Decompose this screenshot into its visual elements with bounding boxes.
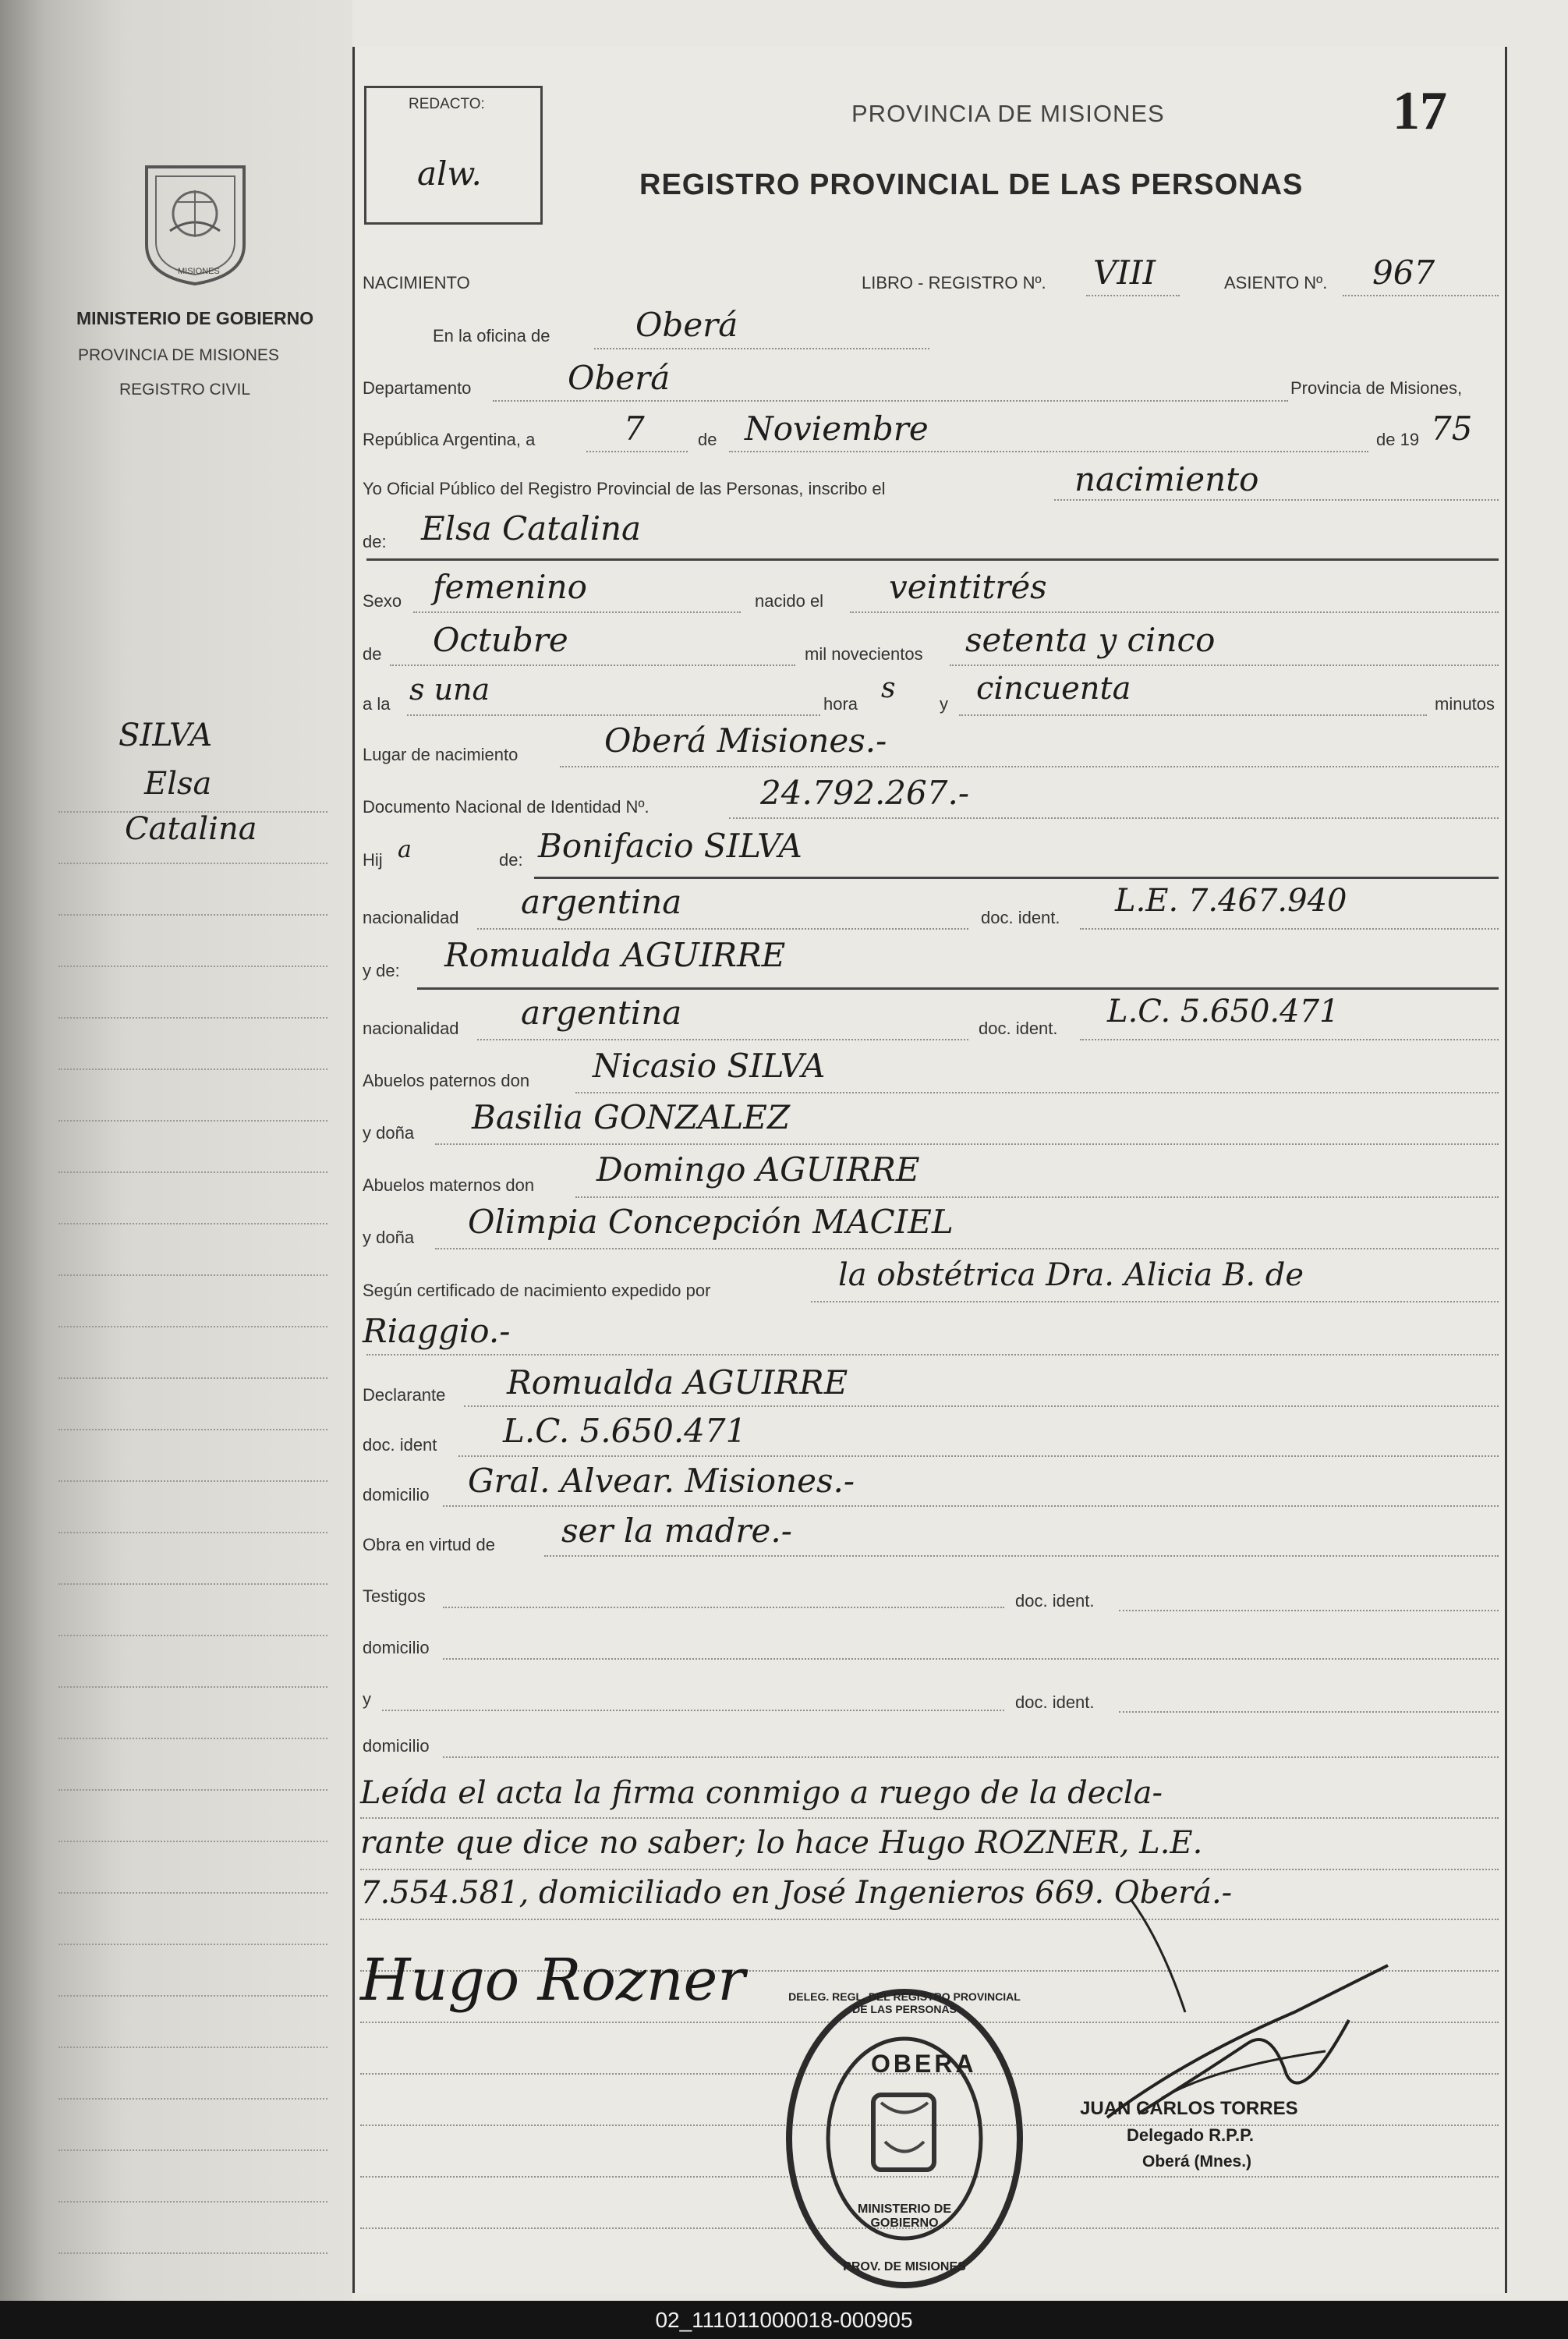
ydona1-dots: [435, 1143, 1499, 1145]
mil-label: mil novecientos: [805, 644, 923, 664]
mother-underline: [417, 987, 1499, 990]
de-name-label: de:: [363, 532, 387, 551]
nacido-value: veintitrés: [889, 568, 1047, 606]
margin-ruled-line: [58, 1944, 327, 1945]
y-t-dots: [382, 1710, 1004, 1711]
ministry-province: PROVINCIA DE MISIONES: [78, 346, 279, 364]
margin-ruled-line: [58, 1274, 327, 1276]
margin-ruled-line: [58, 1532, 327, 1533]
de-father-label: de:: [499, 850, 523, 870]
margin-ruled-line: [58, 2047, 327, 2048]
domicilio-t2-dots: [443, 1756, 1499, 1758]
declarante-label: Declarante: [363, 1385, 446, 1405]
ministry-seal: [139, 159, 252, 288]
lugar-value: Oberá Misiones.-: [604, 721, 887, 760]
record-type: NACIMIENTO: [363, 273, 470, 292]
father-underline: [534, 877, 1499, 879]
round-seal-ring-bottom: MINISTERIO DE GOBIERNO: [857, 2203, 951, 2230]
segun-label: Según certificado de nacimiento expedido por: [363, 1281, 711, 1300]
docident-value: L.C. 5.650.471: [503, 1412, 747, 1450]
margin-ruled-line: [58, 1841, 327, 1842]
abm-value: Domingo AGUIRRE: [596, 1150, 920, 1189]
official-stamp-name: JUAN CARLOS TORRES: [1080, 2098, 1298, 2119]
ministry-name: MINISTERIO DE GOBIERNO: [76, 308, 314, 328]
domicilio-t1-label: domicilio: [363, 1638, 430, 1657]
dni-label: Documento Nacional de Identidad Nº.: [363, 797, 649, 817]
birth-month-value: Octubre: [433, 621, 568, 659]
margin-ruled-line: [58, 966, 327, 967]
segun-value: la obstétrica Dra. Alicia B. de: [838, 1257, 1304, 1293]
mother-value: Romualda AGUIRRE: [444, 936, 786, 974]
margin-ruled-line: [58, 1480, 327, 1482]
provincia-suffix: Provincia de Misiones,: [1290, 378, 1463, 398]
declarante-dots: [464, 1405, 1499, 1407]
segun-dots: [811, 1301, 1499, 1302]
ydona2-dots: [435, 1248, 1499, 1249]
libro-label: LIBRO - REGISTRO Nº.: [862, 273, 1046, 292]
margin-ruled-line: [58, 1326, 327, 1327]
obra-value: ser la madre.-: [561, 1511, 792, 1550]
father-value: Bonifacio SILVA: [538, 827, 802, 865]
lugar-dots: [560, 766, 1499, 767]
docid-t2-label: doc. ident.: [1015, 1692, 1095, 1712]
de-birthmonth-label: de: [363, 644, 382, 664]
docid1-dots: [1080, 928, 1499, 930]
docid2-value: L.C. 5.650.471: [1107, 994, 1340, 1030]
asiento-label: ASIENTO Nº.: [1224, 273, 1328, 292]
margin-ruled-line: [58, 1068, 327, 1070]
docid1-value: L.E. 7.467.940: [1115, 883, 1347, 919]
hij-label: Hij: [363, 850, 383, 870]
margin-ruled-line: [58, 1429, 327, 1430]
docid2-dots: [1080, 1039, 1499, 1040]
y-label: y: [940, 694, 948, 714]
year-prefix: de 19: [1376, 430, 1420, 449]
margin-ruled-line: [58, 2149, 327, 2151]
margin-ruled-line: [58, 2252, 327, 2254]
mil-value: setenta y cinco: [965, 621, 1216, 659]
hora-dots: [407, 714, 820, 716]
official-stamp-place: Oberá (Mnes.): [1142, 2153, 1252, 2171]
nac2-dots: [477, 1039, 968, 1040]
month-dots: [729, 451, 1368, 452]
margin-ruled-line: [58, 2201, 327, 2203]
round-seal-ring-top: DELEG. REGL. DEL REGISTRO PROVINCIAL DE LAS PERSONAS: [788, 1990, 1021, 2015]
lugar-label: Lugar de nacimiento: [363, 745, 519, 764]
ministry-registry: REGISTRO CIVIL: [119, 381, 251, 399]
name-underline: [366, 558, 1499, 561]
de-month-label: de: [698, 430, 717, 449]
dni-dots: [729, 817, 1499, 819]
nacido-label: nacido el: [755, 591, 824, 611]
margin-ruled-line: [58, 1377, 327, 1379]
sexo-dots: [413, 611, 741, 613]
testigos-label: Testigos: [363, 1586, 426, 1606]
domicilio-dots: [443, 1505, 1499, 1507]
ydona2-value: Olimpia Concepción MACIEL: [468, 1203, 954, 1241]
asiento-value: 967: [1372, 253, 1435, 292]
margin-ruled-line: [58, 1120, 327, 1122]
nac2-label: nacionalidad: [363, 1019, 459, 1038]
mil-dots: [950, 664, 1499, 666]
note-dots-1: [360, 1817, 1499, 1819]
abm-dots: [575, 1196, 1499, 1198]
hora-hours-value: s una: [409, 672, 490, 707]
domicilio-t1-dots: [443, 1658, 1499, 1660]
inscribo-dots: [1054, 499, 1499, 501]
margin-ruled-line: [58, 2098, 327, 2100]
name-value: Elsa Catalina: [421, 509, 642, 548]
sexo-value: femenino: [433, 568, 587, 606]
nacido-dots: [850, 611, 1499, 613]
margin-note-surname: SILVA: [119, 718, 213, 753]
margin-strip: [0, 0, 352, 2301]
minutos-label: minutos: [1435, 694, 1495, 714]
libro-value: VIII: [1093, 253, 1156, 292]
birthmonth-dots: [390, 664, 795, 666]
libro-dots: [1086, 295, 1180, 296]
margin-ruled-line: [58, 914, 327, 916]
round-seal-ring-bottom2: PROV. DE MISIONES: [843, 2260, 966, 2273]
note-dots-3: [360, 1919, 1499, 1920]
footer-file-id: 02_111011000018-000905: [655, 2308, 913, 2332]
yo-oficial-text: Yo Oficial Público del Registro Provincial de las Personas, inscribo el: [363, 479, 886, 498]
note-line-3: 7.554.581, domiciliado en José Ingenieros 669. Oberá.-: [360, 1875, 1233, 1911]
margin-ruled-line: [58, 1995, 327, 1997]
redacto-label: REDACTO:: [409, 96, 485, 112]
docident-dots: [458, 1455, 1499, 1457]
segun2-dots: [366, 1354, 1499, 1356]
ala-label: a la: [363, 694, 391, 714]
month-value: Noviembre: [745, 409, 929, 448]
obra-dots: [544, 1555, 1499, 1557]
margin-ruled-line: [58, 811, 327, 813]
margin-ruled-line: [58, 1892, 327, 1894]
margin-ruled-line: [58, 1583, 327, 1585]
minutos-dots: [959, 714, 1427, 716]
day-value: 7: [624, 409, 645, 448]
margin-ruled-line: [58, 863, 327, 864]
signature-hugo-rozner: Hugo Rozner: [360, 1947, 745, 2014]
republica-label: República Argentina, a: [363, 430, 536, 449]
oficina-dots: [594, 348, 929, 349]
oficina-value: Oberá: [635, 306, 738, 344]
round-seal-center: OBERA: [871, 2050, 977, 2078]
segun-value-2: Riaggio.-: [363, 1312, 511, 1350]
margin-ruled-line: [58, 1171, 327, 1173]
margin-ruled-line: [58, 1686, 327, 1688]
ydona1-label: y doña: [363, 1123, 415, 1143]
footer-bar: [0, 2301, 1568, 2339]
ministry-seal-text: MISIONES: [178, 267, 220, 276]
abp-dots: [575, 1092, 1499, 1093]
docid1-label: doc. ident.: [981, 908, 1060, 927]
minutos-value: cincuenta: [976, 671, 1131, 707]
abp-label: Abuelos paternos don: [363, 1071, 530, 1090]
ydona1-value: Basilia GONZALEZ: [472, 1098, 791, 1136]
nac1-label: nacionalidad: [363, 908, 459, 927]
official-stamp-role: Delegado R.P.P.: [1127, 2125, 1255, 2145]
note-dots-2: [360, 1869, 1499, 1870]
note-line-2: rante que dice no saber; lo hace Hugo ROZNER, L.E.: [360, 1825, 1203, 1861]
docident-label: doc. ident: [363, 1435, 437, 1455]
abm-label: Abuelos maternos don: [363, 1175, 535, 1195]
pen-stroke-note: [1123, 1895, 1193, 2020]
oficina-label: En la oficina de: [433, 326, 550, 346]
docid-t1-dots: [1119, 1610, 1499, 1611]
nac1-value: argentina: [521, 883, 682, 921]
hora-label: hora: [823, 694, 858, 714]
margin-note-name2: Catalina: [125, 811, 257, 847]
nac1-dots: [477, 928, 968, 930]
header-province: PROVINCIA DE MISIONES: [851, 100, 1165, 127]
obra-label: Obra en virtud de: [363, 1535, 495, 1554]
abp-value: Nicasio SILVA: [593, 1047, 826, 1085]
asiento-dots: [1343, 295, 1499, 296]
yde-label: y de:: [363, 961, 400, 980]
docid-t2-dots: [1119, 1711, 1499, 1713]
ydona2-label: y doña: [363, 1228, 415, 1247]
sexo-label: Sexo: [363, 591, 402, 611]
margin-ruled-line: [58, 1789, 327, 1791]
margin-ruled-line: [58, 1017, 327, 1019]
domicilio-value: Gral. Alvear. Misiones.-: [468, 1462, 855, 1500]
page-number: 17: [1393, 81, 1447, 141]
inscribo-value: nacimiento: [1074, 460, 1259, 498]
note-line-1: Leída el acta la firma conmigo a ruego de la decla-: [360, 1775, 1163, 1811]
testigos-dots: [443, 1607, 1004, 1608]
nac2-value: argentina: [521, 994, 682, 1032]
year-value: 75: [1431, 409, 1473, 448]
y-t-label: y: [363, 1689, 371, 1709]
margin-ruled-line: [58, 1738, 327, 1739]
header-title: REGISTRO PROVINCIAL DE LAS PERSONAS: [639, 168, 1304, 201]
docid-t1-label: doc. ident.: [1015, 1591, 1095, 1611]
departamento-label: Departamento: [363, 378, 472, 398]
redacto-value: alw.: [417, 154, 482, 193]
departamento-dots: [493, 400, 1288, 402]
margin-note-name1: Elsa: [144, 766, 212, 802]
day-dots: [586, 451, 688, 452]
docid2-label: doc. ident.: [979, 1019, 1058, 1038]
dni-value: 24.792.267.-: [760, 774, 970, 812]
departamento-value: Oberá: [568, 359, 671, 397]
margin-ruled-line: [58, 1223, 327, 1224]
hora-s-value: s: [881, 672, 896, 704]
domicilio-label: domicilio: [363, 1485, 430, 1504]
redacto-box: [364, 86, 543, 225]
margin-ruled-line: [58, 1635, 327, 1636]
declarante-value: Romualda AGUIRRE: [507, 1363, 848, 1402]
round-seal: [784, 1986, 1025, 2291]
hij-suffix: a: [398, 836, 412, 863]
domicilio-t2-label: domicilio: [363, 1736, 430, 1756]
